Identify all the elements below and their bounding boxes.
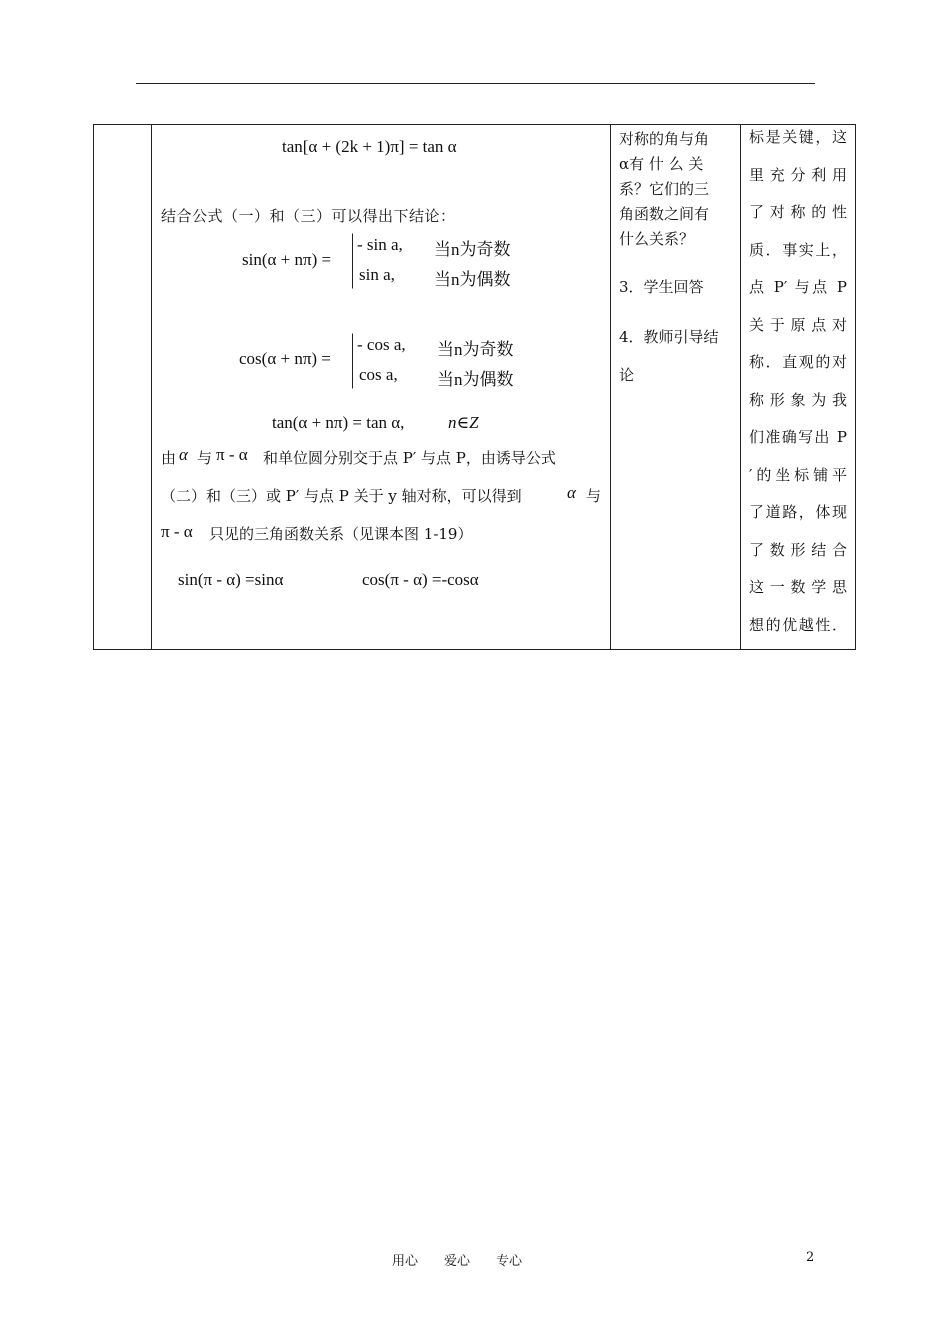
formula-cos-case2: cos a,: [359, 365, 398, 384]
notes-line: 们准确写出 P: [749, 428, 847, 446]
formula-tan-2k1: tan[α + (2k + 1)π] = tan α: [282, 137, 457, 156]
para-line1-b: 与: [197, 449, 213, 467]
header-rule: [136, 83, 815, 84]
para-line1-c: 和单位圆分别交于点 P′ 与点 P，由诱导公式: [263, 449, 556, 467]
notes-line: ′的坐标铺平: [749, 465, 847, 484]
content-column-cell: [152, 125, 611, 650]
teacher-text-block: [619, 127, 709, 252]
formula-sin-case1: - sin a,: [357, 235, 403, 254]
lesson-table: [93, 124, 856, 650]
formula-sin-n-lhs: sin(α + nπ) =: [242, 250, 332, 269]
teacher-line: 3．学生回答: [619, 278, 704, 296]
notes-line: 了数形结合: [749, 540, 847, 559]
teacher-line: 4．教师引导结: [619, 328, 719, 346]
notes-line: 点 P′ 与点 P: [749, 278, 847, 296]
blank-column-cell: [94, 125, 152, 650]
teacher-line: 角函数之间有: [619, 205, 710, 223]
page-number: 2: [806, 1250, 815, 1265]
notes-line: 称．直观的对: [749, 353, 847, 371]
teacher-activity-cell: [611, 125, 741, 650]
footer-motto: 用心 爱心 专心: [392, 1254, 523, 1269]
teacher-line: 论: [619, 366, 635, 384]
notes-line: 想的优越性．: [749, 615, 847, 634]
teacher-line: 对称的角与角: [619, 130, 710, 148]
formula-tan-n-domain: n∈Z: [448, 413, 479, 432]
formula-tan-n: tan(α + nπ) = tan α,: [272, 413, 405, 432]
teacher-line: α有 什 么 关: [619, 155, 704, 173]
notes-line: 里充分利用: [749, 165, 847, 184]
formula-cos-pi-minus: cos(π - α) =-cosα: [362, 570, 479, 589]
conclusion-intro: 结合公式（一）和（三）可以得出下结论：: [161, 207, 456, 225]
formula-sin-pi-minus: sin(π - α) =sinα: [178, 570, 284, 589]
formula-cos-case1: - cos a,: [357, 335, 406, 354]
formula-cos-case1-cond: 当n为奇数: [437, 340, 514, 359]
formula-sin-case2: sin a,: [359, 265, 395, 284]
notes-line: 称形象为我: [749, 390, 847, 409]
sin-brace: [352, 233, 353, 289]
notes-line: 了对称的性: [749, 203, 847, 221]
para-line1-a: 由: [161, 449, 177, 467]
formula-cos-n-lhs: cos(α + nπ) =: [239, 349, 331, 368]
teacher-line: 什么关系？: [619, 230, 695, 248]
notes-line: 这一数学思: [749, 578, 847, 596]
notes-cell: [741, 125, 856, 650]
para-line2: （二）和（三）或 P′ 与点 P 关于 y 轴对称，可以得到: [161, 487, 522, 505]
teacher-line: 系？它们的三: [619, 180, 710, 198]
para-line2-alpha: α: [567, 483, 576, 502]
notes-line: 质．事实上，: [749, 240, 847, 259]
cos-brace: [352, 333, 353, 389]
notes-line: 标是关键，这: [749, 128, 847, 146]
para-line1-alpha: α: [179, 445, 188, 464]
para-line2-end: 与: [586, 487, 602, 505]
notes-line: 了道路，体现: [749, 503, 847, 521]
formula-sin-case2-cond: 当n为偶数: [434, 270, 511, 289]
notes-text-block: [749, 119, 847, 644]
para-line3-pi: π - α: [161, 522, 193, 541]
formula-sin-case1-cond: 当n为奇数: [434, 240, 511, 259]
para-line1-pi: π - α: [216, 445, 248, 464]
formula-cos-case2-cond: 当n为偶数: [437, 370, 514, 389]
notes-line: 关于原点对: [749, 315, 847, 334]
para-line3: 只见的三角函数关系（见课本图 1-19）: [209, 525, 473, 543]
